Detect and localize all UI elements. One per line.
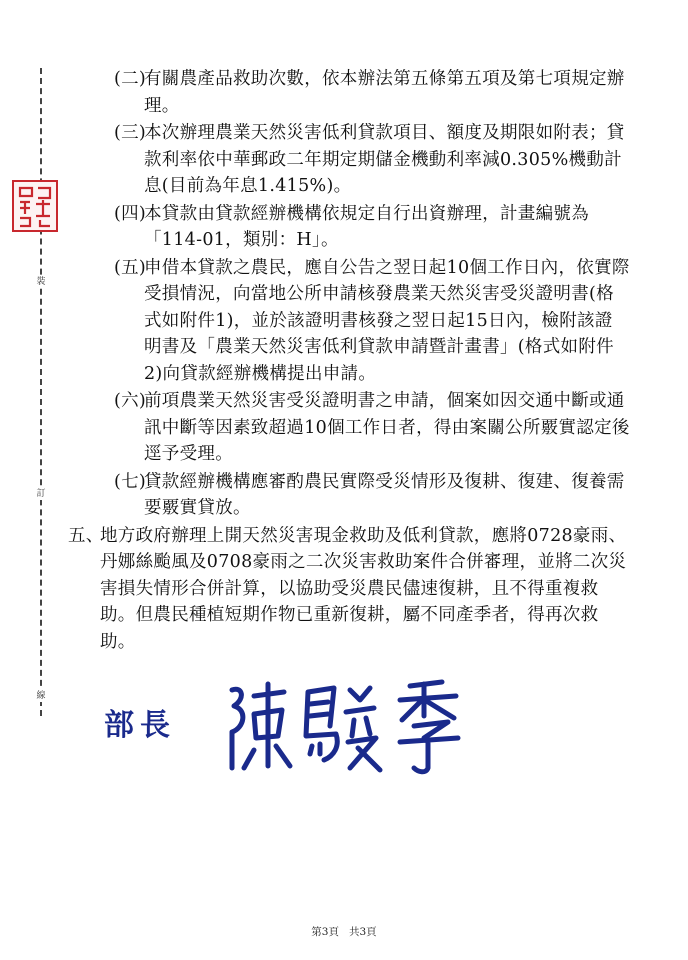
handwritten-signature: [224, 676, 474, 776]
item-marker: (二): [114, 69, 147, 89]
item-text: 有關農產品救助次數，依本辦法第五條第五項及第七項規定辦理。: [144, 69, 625, 116]
list-item: [100, 255, 630, 388]
item-text: 本次辦理農業天然災害低利貸款項目、額度及期限如附表；貸款利率依中華郵政二年期定期儲金機動利率減0.305%機動計息(目前為年息1.415%)。: [144, 123, 625, 196]
binding-char-mid: 訂: [33, 488, 49, 500]
list-item: [100, 66, 630, 119]
seal-pattern-icon: [14, 182, 56, 230]
binding-margin-line: [40, 68, 42, 716]
item-marker: (五): [114, 257, 147, 278]
item-marker: (四): [114, 203, 147, 224]
binding-char-bottom: 線: [33, 690, 49, 702]
page-footer: [0, 924, 688, 939]
signature-title: 部長: [104, 708, 176, 743]
list-item: [100, 201, 630, 254]
binding-char-top: 裝: [33, 276, 49, 288]
list-item: [100, 120, 630, 200]
section-five: [68, 523, 630, 656]
page-number: 第3頁: [311, 926, 339, 938]
page-total: 共3頁: [349, 926, 377, 938]
section-marker: 五、: [68, 525, 104, 546]
item-marker: (三): [114, 123, 147, 143]
section-text: 地方政府辦理上開天然災害現金救助及低利貸款，應將0728豪雨、丹娜絲颱風及0708豪雨之二次災害救助案件合併審理，並將二次災害損失情形合併計算，以協助受災農民儘速復耕，且不得重複救助。但農民種植短期作物已重新復耕，屬不同產季者，得再次救助。: [100, 525, 627, 652]
item-text: 前項農業天然災害受災證明書之申請，個案如因交通中斷或通訊中斷等因素致超過10個工作日者，得由案關公所覈實認定後逕予受理。: [144, 391, 630, 464]
minister-signature: [104, 676, 484, 776]
item-marker: (六): [114, 391, 147, 411]
item-text: 本貸款由貸款經辦機構依規定自行出資辦理，計畫編號為「114-01，類別：H」。: [144, 203, 589, 250]
document-body: [68, 66, 630, 656]
item-marker: (七): [114, 471, 147, 492]
item-text: 申借本貸款之農民，應自公告之翌日起10個工作日內，依實際受損情況，向當地公所申請核發農業天然災害受災證明書(格式如附件1)，並於該證明書核發之翌日起15日內，檢附該證明書及「農業天然災害低利貸款申請暨計畫書」(格式如附件2)向貸款經辦機構提出申請。: [144, 257, 630, 384]
item-text: 貸款經辦機構應審酌農民實際受災情形及復耕、復建、復養需要覈實貸放。: [144, 471, 625, 518]
list-item: [100, 388, 630, 468]
list-item: [100, 469, 630, 522]
red-seal-stamp: [12, 180, 58, 232]
